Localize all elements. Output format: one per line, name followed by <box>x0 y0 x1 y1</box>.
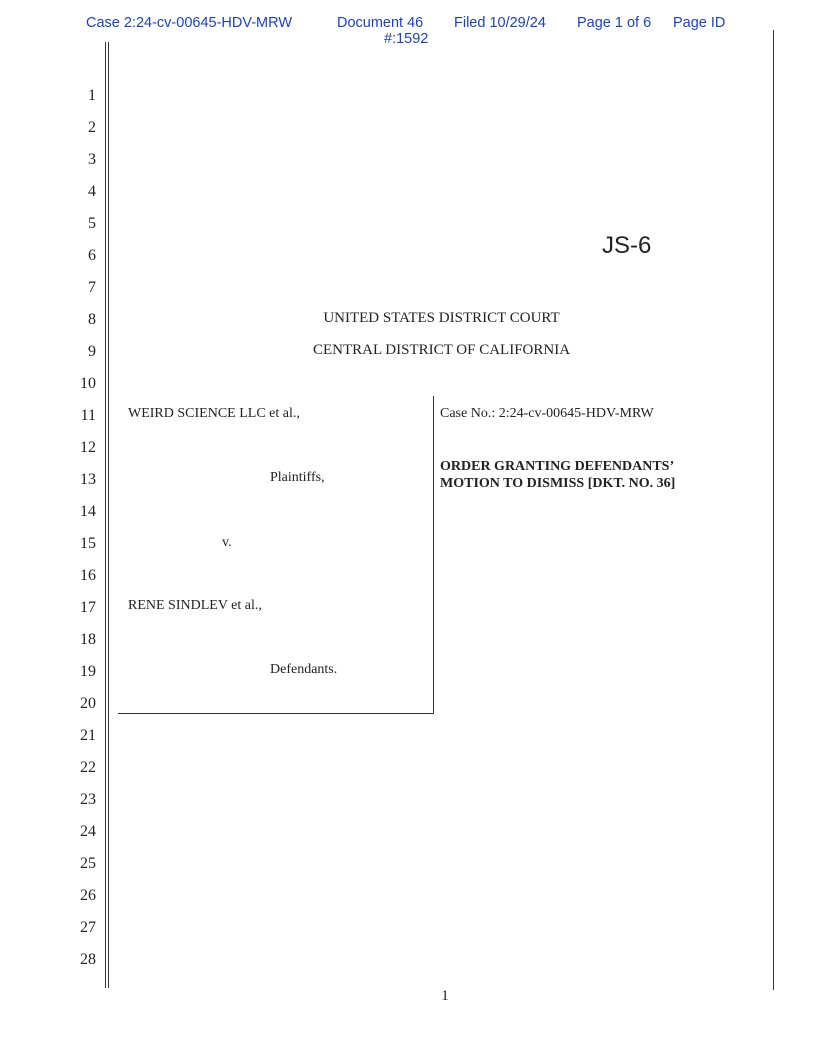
stamp-page: Page 1 of 6 <box>577 15 652 31</box>
defendant-name: RENE SINDLEV et al., <box>128 598 262 613</box>
line-number: 8 <box>88 311 96 328</box>
order-title-line1: ORDER GRANTING DEFENDANTS’ <box>440 459 675 474</box>
js6-label: JS-6 <box>602 232 652 259</box>
line-number: 11 <box>80 407 96 424</box>
line-number: 7 <box>88 279 96 296</box>
court-name: UNITED STATES DISTRICT COURT <box>323 310 560 326</box>
case-number: Case No.: 2:24-cv-00645-HDV-MRW <box>440 406 654 421</box>
line-number: 15 <box>80 535 96 552</box>
left-margin-rule-outer <box>105 42 106 988</box>
stamp-case: Case 2:24-cv-00645-HDV-MRW <box>86 15 293 31</box>
line-number: 2 <box>88 119 96 136</box>
plaintiff-name: WEIRD SCIENCE LLC et al., <box>128 406 300 421</box>
line-number: 23 <box>80 791 96 808</box>
line-number: 25 <box>80 855 96 872</box>
right-margin-rule <box>773 30 774 990</box>
line-number: 16 <box>80 567 96 584</box>
line-number: 17 <box>80 599 96 616</box>
line-number: 28 <box>80 951 96 968</box>
line-number: 18 <box>80 631 96 648</box>
caption-divider <box>433 396 434 714</box>
line-number: 1 <box>88 87 96 104</box>
line-number: 27 <box>80 919 96 936</box>
stamp-document: Document 46 <box>337 15 424 31</box>
line-number: 24 <box>80 823 96 840</box>
stamp-page-id: Page ID <box>673 15 726 31</box>
line-number: 9 <box>88 343 96 360</box>
line-number: 12 <box>80 439 96 456</box>
order-title-line2: MOTION TO DISMISS [DKT. NO. 36] <box>440 476 676 491</box>
line-number: 14 <box>80 503 96 520</box>
line-number: 21 <box>80 727 96 744</box>
line-number: 10 <box>80 375 96 392</box>
line-number: 13 <box>80 471 96 488</box>
versus-label: v. <box>222 535 232 550</box>
line-number: 3 <box>88 151 96 168</box>
left-margin-rule-inner <box>108 42 109 988</box>
defendant-role: Defendants. <box>270 662 338 677</box>
line-number: 19 <box>80 663 96 680</box>
footer-page-number: 1 <box>441 988 449 1004</box>
caption-bottom-rule <box>118 713 434 714</box>
line-number: 20 <box>80 695 96 712</box>
line-number: 5 <box>88 215 96 232</box>
stamp-id-number: #:1592 <box>384 31 429 47</box>
plaintiff-role: Plaintiffs, <box>270 470 325 485</box>
line-number: 4 <box>88 183 96 200</box>
line-number: 26 <box>80 887 96 904</box>
court-district: CENTRAL DISTRICT OF CALIFORNIA <box>312 342 571 358</box>
stamp-filed: Filed 10/29/24 <box>454 15 546 31</box>
line-number: 6 <box>88 247 96 264</box>
line-number: 22 <box>80 759 96 776</box>
